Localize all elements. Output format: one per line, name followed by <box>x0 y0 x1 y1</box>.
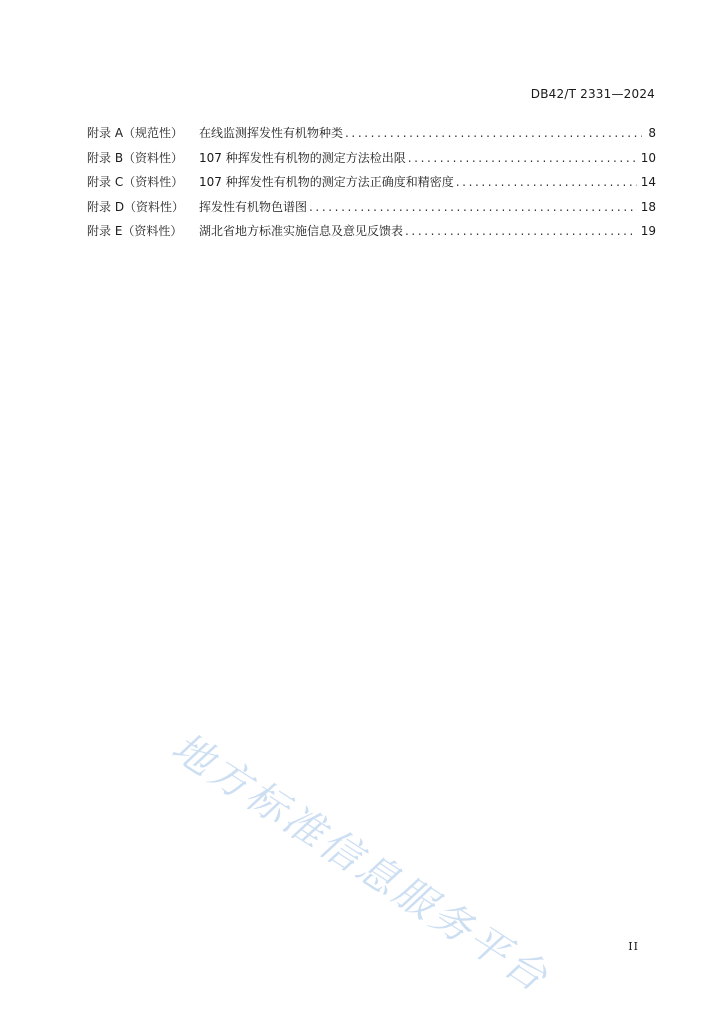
toc-leader-dots <box>405 224 637 238</box>
toc-entry-label: 附录 B（资料性） <box>87 150 184 165</box>
toc-entry-label: 附录 E（资料性） <box>87 224 183 238</box>
toc-entry-appendix-a[interactable] <box>87 124 656 149</box>
toc-entry-label: 附录 D（资料性） <box>87 199 185 214</box>
toc-entry-page: 14 <box>640 175 656 189</box>
toc-entry-page: 8 <box>648 126 656 140</box>
toc-entry-title: 湖北省地方标准实施信息及意见反馈表 <box>199 224 404 238</box>
toc-entry-label: 附录 A（规范性） <box>87 126 184 140</box>
toc-entry-label: 附录 C（资料性） <box>87 175 184 189</box>
toc-entry-page: 18 <box>640 199 656 214</box>
toc-entry-appendix-c[interactable] <box>87 173 656 198</box>
toc-entry-appendix-e[interactable] <box>87 222 656 247</box>
document-code: DB42/T 2331—2024 <box>530 87 655 101</box>
watermark: 地方标准信息服务平台 <box>163 724 558 1003</box>
toc-entry-title: 107 种挥发性有机物的测定方法正确度和精密度 <box>199 175 454 189</box>
toc-entry-title: 107 种挥发性有机物的测定方法检出限 <box>199 150 406 165</box>
toc-entry-page: 19 <box>640 224 656 238</box>
toc-entry-appendix-b[interactable] <box>87 149 656 174</box>
toc-entry-page: 10 <box>640 150 656 165</box>
toc-leader-dots <box>456 175 637 189</box>
toc-leader-dots <box>345 126 642 140</box>
page-number: II <box>628 940 639 953</box>
table-of-contents <box>87 124 656 247</box>
toc-leader-dots <box>408 151 637 165</box>
toc-entry-title: 在线监测挥发性有机物种类 <box>199 126 344 140</box>
toc-leader-dots <box>309 200 637 214</box>
toc-entry-appendix-d[interactable] <box>87 198 656 223</box>
toc-entry-title: 挥发性有机物色谱图 <box>199 199 308 214</box>
